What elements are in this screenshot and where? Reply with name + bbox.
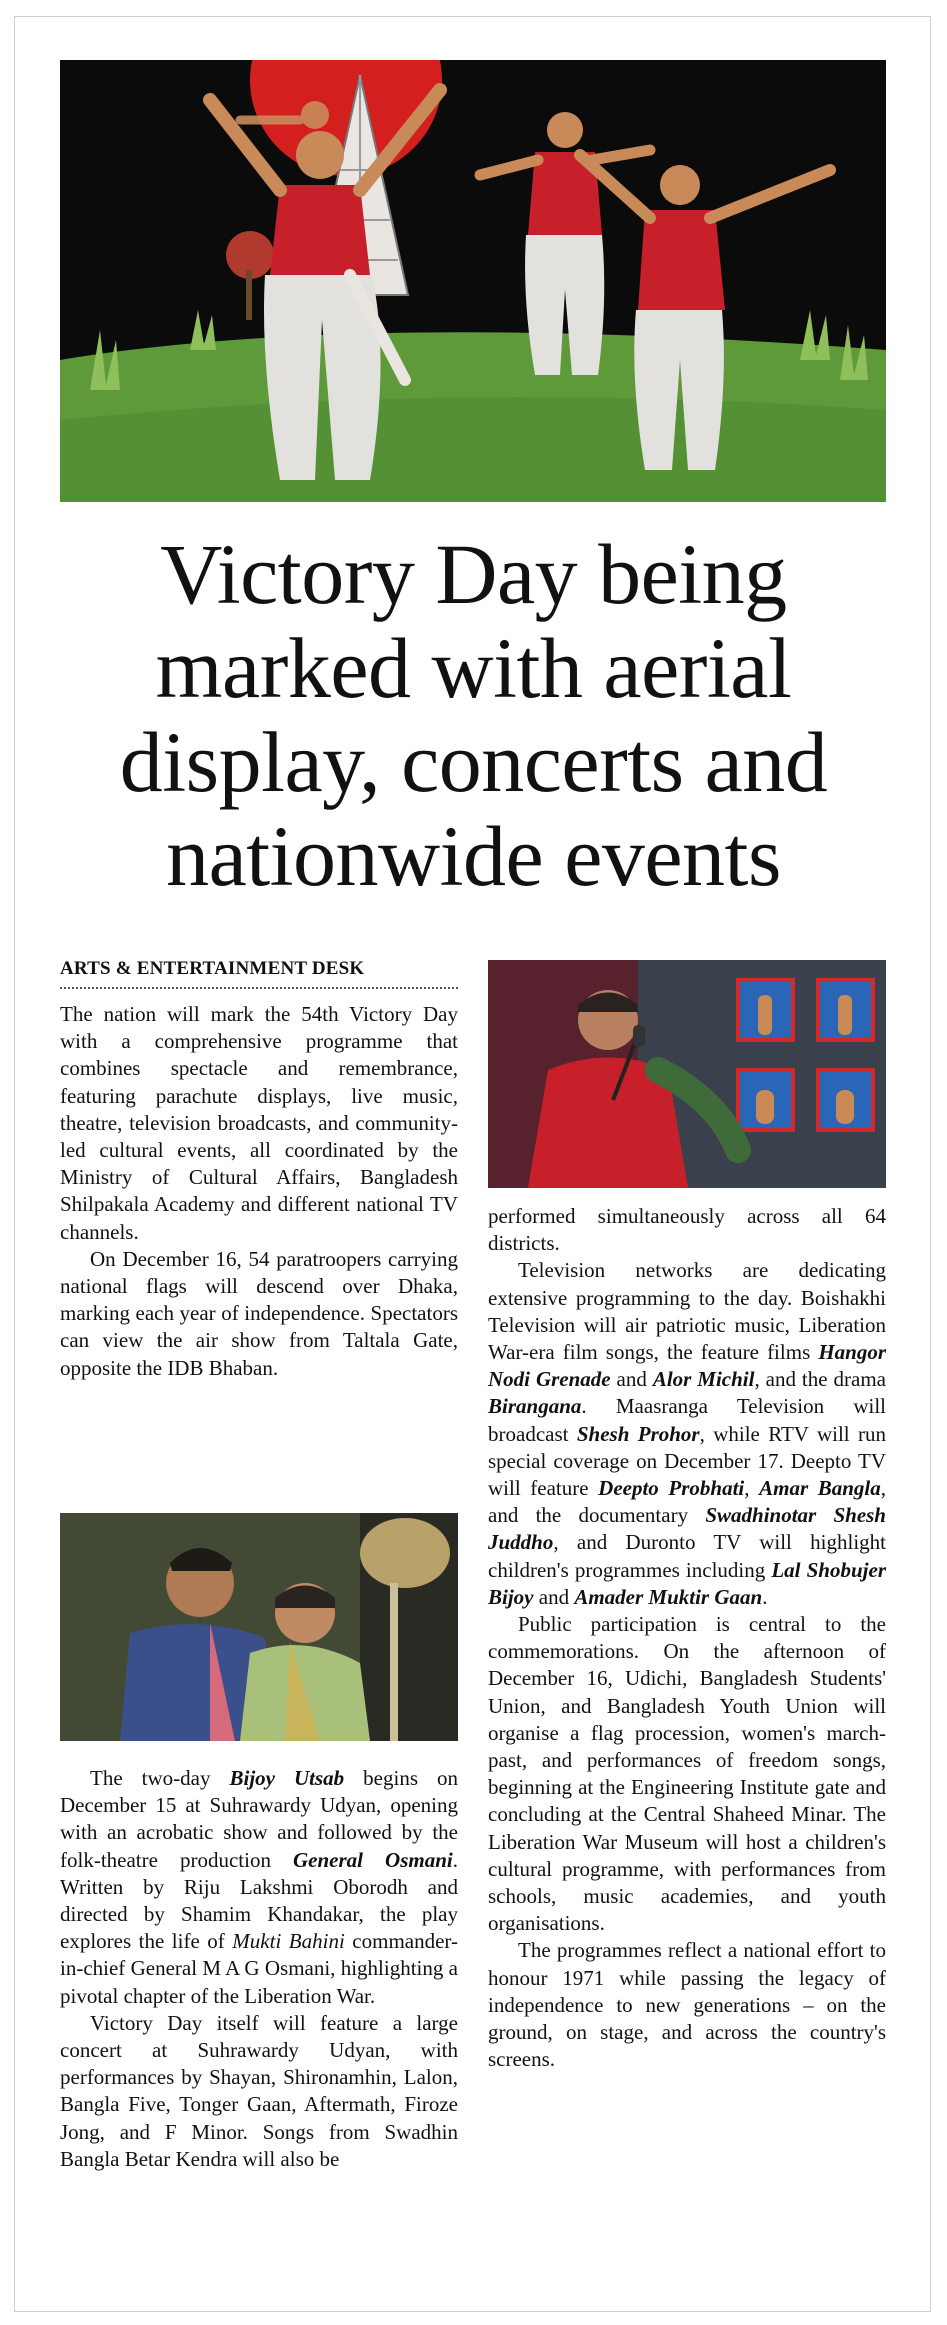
- photo-singer: [488, 960, 886, 1188]
- right-column: [488, 1203, 886, 2074]
- left-column-top: [60, 958, 458, 1382]
- paragraph-intro: The nation will mark the 54th Victory Day with a comprehensive programme that combines spectacle and remembrance, featuring parachute displays, live music, theatre, television broadcasts, and community-led cultural events, all coordinated by the Ministry of Cultural Affairs, Bangladesh Shilpakala Academy and different national TV channels.: [60, 1002, 458, 1244]
- headline: Victory Day being marked with aerial display, concerts and nationwide events: [119, 526, 828, 904]
- paragraph-television: Television networks are dedicating extensive programming to the day. Boishakhi Television will air patriotic music, Liberation War-era film songs, the feature films Hangor Nodi Grenade and Alor Michil, and the drama Birangana. Maasranga Television will broadcast Shesh Prohor, while RTV will run special coverage on December 17. Deepto TV will feature Deepto Probhati, Amar Bangla, and the documentary Swadhinotar Shesh Juddho, and Duronto TV will highlight children's programmes including Lal Shobujer Bijoy and Amader Muktir Gaan.: [488, 1258, 886, 1609]
- paragraph-concert: Victory Day itself will feature a large concert at Suhrawardy Udyan, with performances by Shayan, Shironamhin, Lalon, Bangla Five, Tonger Gaan, Aftermath, Firoze Jong, and F Minor. Songs from Swadhin Bangla Betar Kendra will also be: [60, 2010, 458, 2171]
- paragraph-public-participation: Public participation is central to the commemorations. On the afternoon of December 16, Udichi, Bangladesh Students' Union, and Bangladesh Youth Union will organise a flag procession, women's march-past, and performances of freedom songs, beginning at the Engineering Institute gate and concluding at the Central Shaheed Minar. The Liberation War Museum will host a children's cultural programme, with performances from schools, music academies, and youth organisations.: [488, 1612, 886, 1936]
- paragraph-bijoy-utsab: The two-day Bijoy Utsab begins on December 15 at Suhrawardy Udyan, opening with an acrobatic show and followed by the folk-theatre production General Osmani. Written by Riju Lakshmi Oborodh and directed by Shamim Khandakar, the play explores the life of Mukti Bahini commander-in-chief General M A G Osmani, highlighting a pivotal chapter of the Liberation War.: [60, 1766, 459, 2008]
- desk-byline: ARTS & ENTERTAINMENT DESK: [60, 958, 458, 989]
- paragraph-concert-continued: performed simultaneously across all 64 districts.: [488, 1204, 886, 1256]
- hero-photo-dancers: [60, 60, 886, 502]
- left-column-bottom: [60, 1765, 458, 2173]
- paragraph-paratroopers: On December 16, 54 paratroopers carrying national flags will descend over Dhaka, marking each year of independence. Spectators can view the air show from Taltala Gate, opposite the IDB Bhaban.: [60, 1246, 458, 1380]
- photo-actors: [60, 1513, 458, 1741]
- paragraph-conclusion: The programmes reflect a national effort to honour 1971 while passing the legacy of independence to new generations – on the ground, on stage, and across the country's screens.: [488, 1938, 886, 2072]
